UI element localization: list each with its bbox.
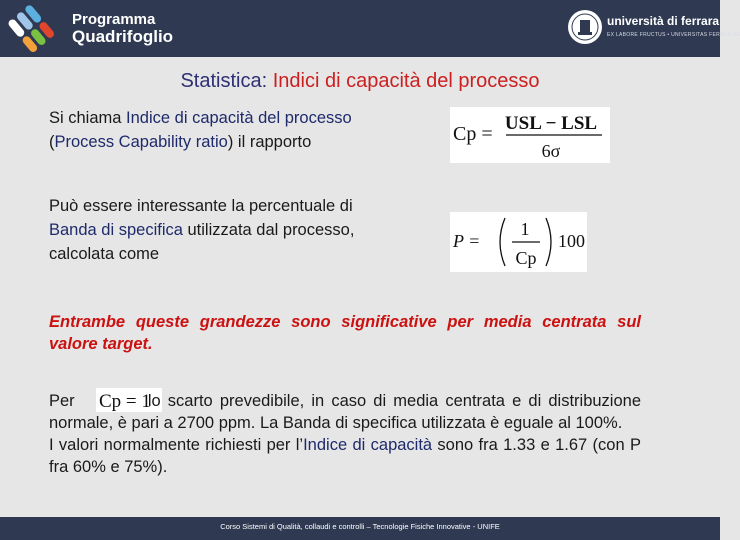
- logo-line1: Programma: [72, 11, 156, 28]
- footer-course-text: Corso Sistemi di Qualità, collaudi e controlli – Tecnologie Fisiche Innovative - UNIFE: [220, 522, 500, 531]
- p-formula-right-paren: [546, 218, 551, 266]
- university-motto: EX LABORE FRUCTUS • UNIVERSITAS FERRARIAE: [607, 32, 740, 38]
- p-formula-graphic: [450, 212, 587, 272]
- programma-quadrifoglio-logo: [6, 4, 186, 52]
- p-formula-numerator: 1: [520, 219, 530, 239]
- title-main: Indici di capacità del processo: [272, 70, 540, 92]
- cp-formula-graphic: [450, 107, 610, 163]
- final-paragraph: [49, 390, 641, 478]
- para-term-indice: Indice di capacità: [303, 436, 433, 454]
- cp-formula: [450, 107, 610, 163]
- slide-title: [0, 70, 720, 93]
- banda-line2-rest: utilizzata dal processo,: [182, 221, 355, 239]
- cp-formula-denominator: 6σ: [541, 141, 561, 161]
- p-formula-multiplier: 100: [558, 231, 585, 251]
- university-name: università di ferrara: [607, 14, 720, 28]
- para-line2a: I valori normalmente richiesti per l’: [49, 436, 304, 454]
- para-rest: lo scarto prevedibile, in caso di media centrata e di distribuzione normale, è pari a 2700 ppm. La Banda di specifica utilizzata è eguale al 100%.: [49, 392, 641, 432]
- p-formula: [450, 212, 587, 272]
- university-seal-icon: [568, 10, 602, 44]
- banda-line3: calcolata come: [49, 245, 160, 263]
- p-formula-lhs: P =: [453, 231, 481, 251]
- banda-term: Banda di specifica: [49, 221, 183, 239]
- banda-text: [49, 194, 449, 266]
- def-text-c: ) il rapporto: [227, 133, 312, 151]
- p-formula-left-paren: [500, 218, 505, 266]
- cp-formula-numerator: USL − LSL: [504, 113, 598, 134]
- footer-bar: [0, 517, 720, 540]
- quadrifoglio-logo-icon: [6, 4, 58, 52]
- def-term-indice: Indice di capacità del processo: [126, 109, 352, 127]
- def-term-process-capability: Process Capability ratio: [54, 133, 228, 151]
- header-bar: [0, 0, 740, 57]
- para-line2c: sono fra 1.33 e 1.67 (con P fra 60% e 75%).: [49, 436, 641, 476]
- unife-logo: [568, 10, 740, 50]
- para-per: Per: [49, 392, 75, 410]
- cp-equals-one-text: Cp = 1: [99, 391, 151, 412]
- def-text-a: Si chiama: [49, 109, 127, 127]
- def-text-b: (: [49, 133, 55, 151]
- cp-formula-lhs: Cp =: [453, 123, 493, 145]
- p-formula-denominator: Cp: [515, 248, 537, 268]
- title-prefix: Statistica:: [180, 70, 268, 92]
- capability-definition-text: [49, 106, 444, 154]
- logo-line2: Quadrifoglio: [72, 27, 174, 46]
- banda-line1: Può essere interessante la percentuale di: [49, 197, 353, 215]
- logo-wordmark: [72, 11, 173, 45]
- emphasis-note: Entrambe queste grandezze sono significative per media centrata sul valore target.: [49, 313, 641, 353]
